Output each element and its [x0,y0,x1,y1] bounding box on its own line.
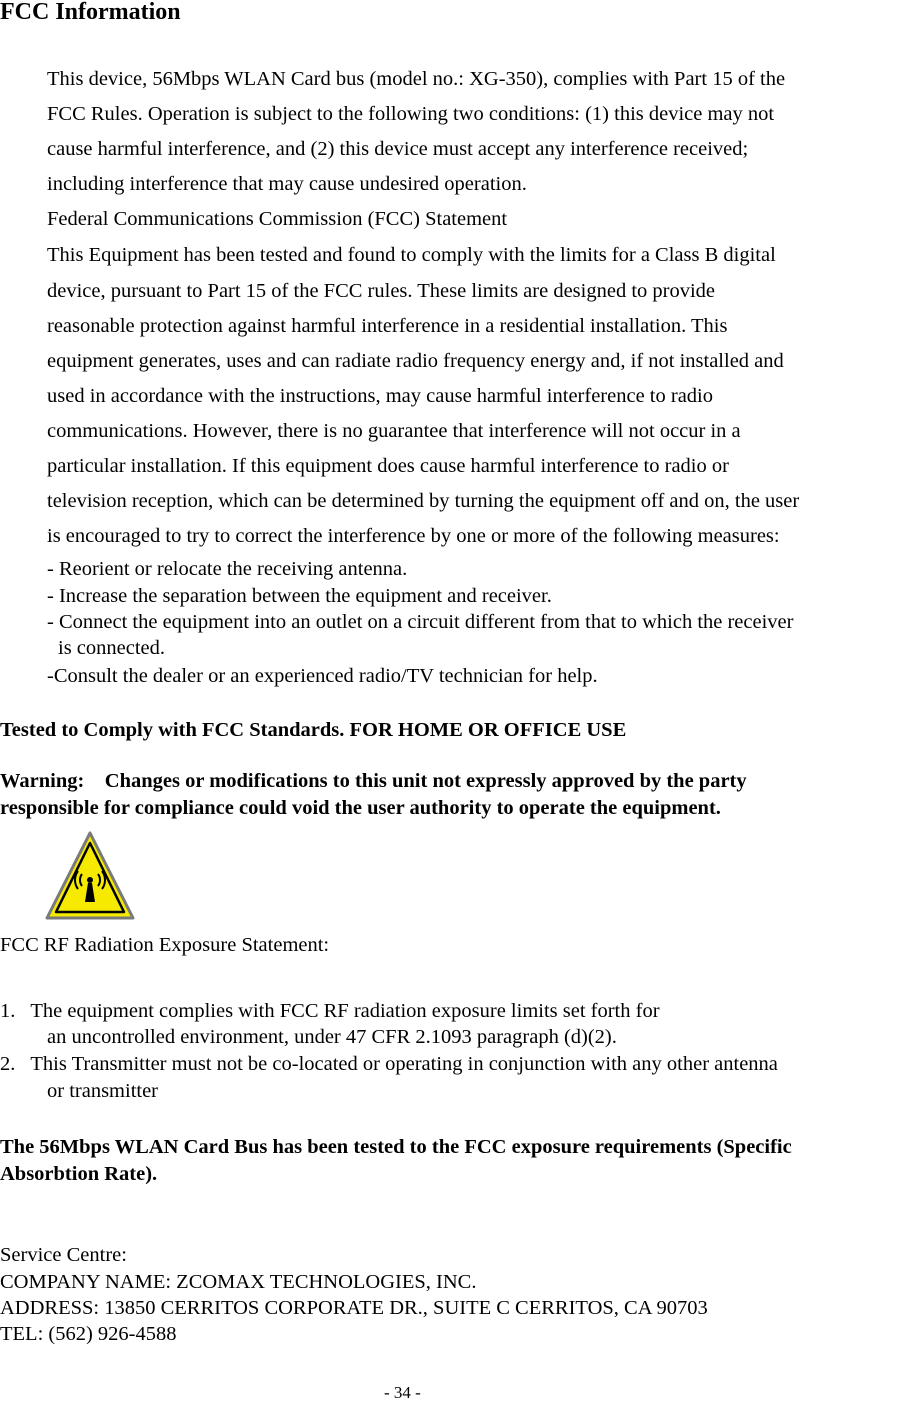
sar-text: Absorbtion Rate). [0,1163,158,1185]
statement-heading: Federal Communications Commission (FCC) Statement [47,208,508,230]
text-line: including interference that may cause undesired operation. [47,173,527,195]
sar-text: The 56Mbps WLAN Card Bus has been tested to the FCC exposure requirements (Specific [0,1136,792,1158]
rf-heading: FCC RF Radiation Exposure Statement: [0,934,330,956]
text-line: FCC Rules. Operation is subject to the following two conditions: (1) this device may not [47,103,775,125]
text-line: particular installation. If this equipment does cause harmful interference to radio or [47,455,729,477]
list-item: - Connect the equipment into an outlet on a circuit different from that to which the receiver [47,611,794,633]
company-name: COMPANY NAME: ZCOMAX TECHNOLOGIES, INC. [0,1271,477,1293]
list-item-continuation: or transmitter [47,1080,159,1102]
text-line: used in accordance with the instructions, may cause harmful interference to radio [47,385,713,407]
company-address: ADDRESS: 13850 CERRITOS CORPORATE DR., SUITE C CERRITOS, CA 90703 [0,1297,708,1319]
page-number: - 34 - [384,1383,421,1402]
text-line: cause harmful interference, and (2) this device must accept any interference received; [47,138,749,160]
page-title: FCC Information [0,0,181,25]
text-line: device, pursuant to Part 15 of the FCC rules. These limits are designed to provide [47,280,716,302]
text-line: equipment generates, uses and can radiate radio frequency energy and, if not installed and [47,350,784,372]
text-line: television reception, which can be determined by turning the equipment off and on, the user [47,490,800,512]
text-line: This device, 56Mbps WLAN Card bus (model no.: XG-350), complies with Part 15 of the [47,68,786,90]
list-item: -Consult the dealer or an experienced radio/TV technician for help. [47,665,598,687]
list-item-continuation: an uncontrolled environment, under 47 CFR 2.1093 paragraph (d)(2). [47,1026,617,1048]
text-line: reasonable protection against harmful interference in a residential installation. This [47,315,728,337]
text-line: is encouraged to try to correct the interference by one or more of the following measures: [47,525,780,547]
tested-statement: Tested to Comply with FCC Standards. FOR HOME OR OFFICE USE [0,719,627,741]
list-item: - Reorient or relocate the receiving antenna. [47,558,408,580]
warning-text: responsible for compliance could void the user authority to operate the equipment. [0,797,721,819]
text-line: communications. However, there is no guarantee that interference will not occur in a [47,420,741,442]
list-item: 2. This Transmitter must not be co-located or operating in conjunction with any other antenna [0,1053,778,1075]
company-phone: TEL: (562) 926-4588 [0,1323,177,1345]
list-item-continuation: is connected. [58,637,166,659]
text-line: This Equipment has been tested and found to comply with the limits for a Class B digital [47,244,776,266]
rf-warning-icon [44,830,136,922]
list-item: - Increase the separation between the equipment and receiver. [47,585,552,607]
service-heading: Service Centre: [0,1244,127,1266]
warning-text: Warning: Changes or modifications to this unit not expressly approved by the party [0,770,747,792]
list-item: 1. The equipment complies with FCC RF radiation exposure limits set forth for [0,1000,660,1022]
